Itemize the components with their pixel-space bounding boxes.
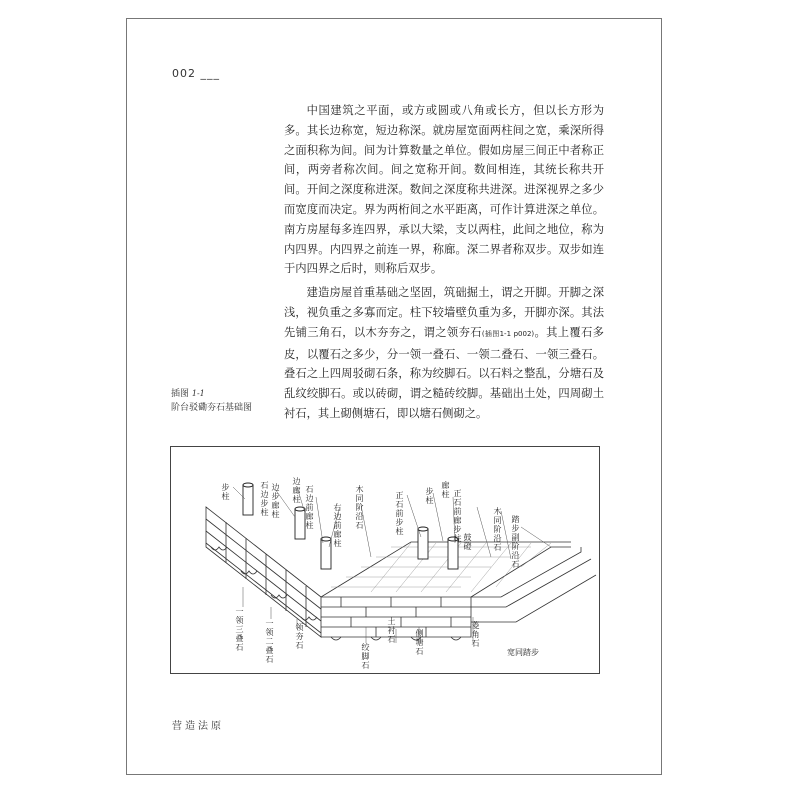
paragraph-2-part-a: 建造房屋首重基础之坚固，筑础掘土，谓之开脚。开脚之深浅，视负重之多寡而定。柱下较墙壁负重为多，开脚亦深。其法先铺三角石，以木夯夯之，谓之领夯石 (284, 286, 604, 339)
paragraph-1: 中国建筑之平面，或方或圆或八角或长方，但以长方形为多。其长边称宽，短边称深。就房屋宽面两柱间之宽，乘深所得之面积称为间。间为计算数量之单位。假如房屋三间正中者称正间，两旁者称次间。间之宽称开间。数间相连，其统长称共开间。开间之深度称进深。数间之深度称共进深。进深视界之多少而宽度而决定。界为两桁间之水平距离，可作计算进深之单位。南方房屋每多连四界，承以大梁，支以两柱，此间之地位，称为内四界。内四界之前连一界，称廊。深二界者称双步。双步如连于内四界之后时，则称后双步。 (284, 104, 604, 276)
column-1 (243, 485, 253, 515)
column-5 (448, 539, 458, 569)
label-ce-tang-shi: 侧塘石 (415, 629, 424, 656)
footer-book-title: 营造法原 (172, 721, 224, 732)
label-kuan-tong-ta-bu: 宽同踏步 (507, 648, 539, 657)
label-tu-chen-shi: 土衬石 (387, 617, 396, 644)
column-3 (321, 539, 331, 569)
label-zheng-shi-qian-lang-bu-zhu: 正石前廊步柱 (453, 489, 462, 543)
label-you-bian-qian-lang-zhu: 右边前廊柱 (333, 503, 342, 548)
label-bu-zhu-2: 步柱 (425, 487, 434, 505)
label-bian-lang-zhu: 边廊柱 (292, 477, 301, 504)
figure-reference[interactable]: (插图1-1 p002) (481, 329, 535, 338)
platform-edge (321, 542, 571, 597)
paragraph-2-part-b: 。其上覆石多皮，以覆石之多少，分一领一叠石、一领二叠石、一领三叠石。叠石之上四周驳砌石条，称为绞脚石。以石料之整乱，分塘石及乱纹绞脚石。或以砖砌，谓之糙砖绞脚。基础出土处，四周砌土衬石，其上砌侧塘石，即以塘石侧砌之。 (284, 325, 604, 420)
label-shi-bian-qian-lang-zhu: 石边前廊柱 (305, 485, 314, 530)
figure-box (170, 446, 600, 674)
column-2 (295, 509, 305, 539)
label-shi-bian-bu-zhu: 石边步柱 (260, 481, 269, 517)
label-ling-hang-shi: 领夯石 (295, 623, 304, 650)
label-bu-zhu: 步柱 (221, 483, 230, 501)
body-text (284, 101, 604, 424)
label-mu-tong-jie-yan-shi-1: 木同阶沿石 (355, 485, 364, 530)
label-jiao-jiao-shi: 绞脚石 (361, 643, 370, 670)
label-mu-tong-jie-yan-shi-2: 木同阶沿石 (493, 507, 502, 552)
label-yi-ling-er-die-shi: 一领二叠石 (265, 619, 274, 664)
figure-caption-title: 阶台驳磡夯石基础图 (171, 403, 253, 413)
paragraph-2 (284, 283, 604, 424)
label-gu-deng: 鼓磴 (463, 533, 472, 551)
figure-caption (171, 387, 252, 415)
label-bian-bu-lang-zhu: 边步廊柱 (271, 483, 280, 519)
page-number: 002 ___ (172, 67, 220, 80)
label-ta-bu-fu-jie-yan-shi: 踏步副阶沿石 (511, 515, 520, 569)
label-lang-zhu: 廊柱 (441, 481, 450, 499)
column-4 (418, 529, 428, 559)
label-yi-ling-san-die-shi: 一领三叠石 (235, 607, 244, 652)
label-ling-jiao-shi: 菱角石 (471, 621, 480, 648)
label-zheng-shi-qian-bu-zhu: 正石前步柱 (395, 491, 404, 536)
figure-caption-number: 插图 1-1 (171, 389, 205, 399)
